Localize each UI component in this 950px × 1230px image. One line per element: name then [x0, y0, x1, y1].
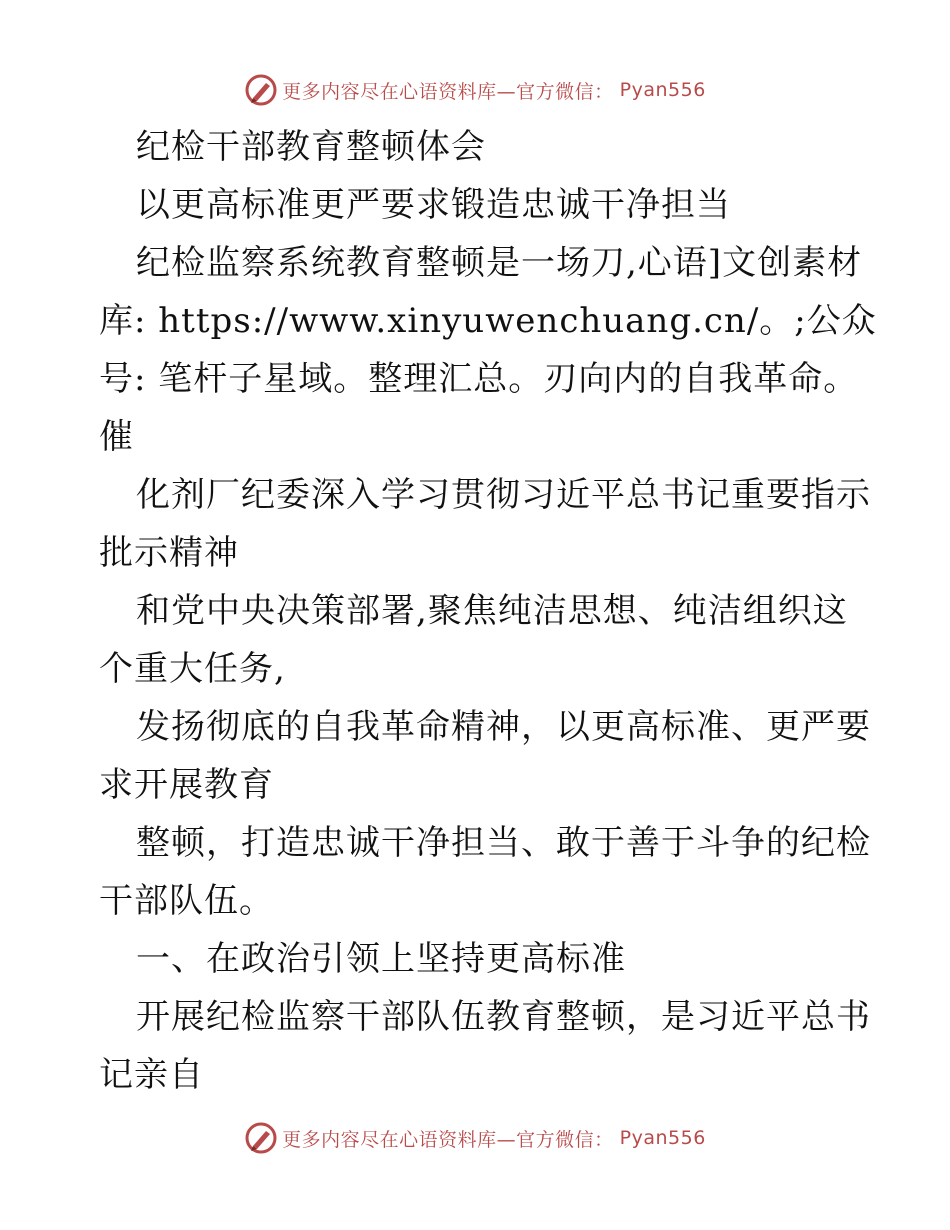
paragraph-line: 开展纪检监察干部队伍教育整顿，是习近平总书: [136, 997, 871, 1037]
doc-title: 纪检干部教育整顿体会: [136, 127, 486, 167]
paragraph-line: 号: 笔杆子星域。整理汇总。刃向内的自我革命。: [99, 359, 859, 399]
paragraph-line: 库: https://www.xinyuwenchuang.cn/。;公众: [99, 301, 877, 341]
paragraph-line: 纪检监察系统教育整顿是一场刀,心语]文创素材: [136, 243, 863, 283]
paragraph-line: 记亲自: [99, 1055, 204, 1095]
watermark-text: 更多内容尽在心语资料库—官方微信：: [282, 80, 614, 103]
section-heading: 一、在政治引领上坚持更高标准: [136, 939, 626, 979]
document-body: [99, 118, 877, 1104]
watermark-footer: [0, 1118, 950, 1158]
paragraph-line: 整顿，打造忠诚干净担当、敢于善于斗争的纪检: [136, 823, 871, 863]
paragraph-line: 化剂厂纪委深入学习贯彻习近平总书记重要指示: [136, 475, 871, 515]
pen-logo-icon: [244, 1121, 278, 1155]
paragraph-line: 批示精神: [99, 533, 239, 573]
paragraph-line: 发扬彻底的自我革命精神，以更高标准、更严要: [136, 707, 871, 747]
pen-logo-icon: [244, 73, 278, 107]
paragraph-line: 个重大任务,: [99, 649, 286, 689]
paragraph-line: 和党中央决策部署,聚焦纯洁思想、纯洁组织这: [136, 591, 848, 631]
paragraph-line: 求开展教育: [99, 765, 274, 805]
watermark-text: 更多内容尽在心语资料库—官方微信：: [282, 1128, 614, 1151]
watermark-header: [0, 70, 950, 110]
doc-subtitle: 以更高标准更严要求锻造忠诚干净担当: [136, 185, 731, 225]
paragraph-line: 干部队伍。: [99, 881, 274, 921]
watermark-id: Pyan556: [619, 1127, 706, 1149]
paragraph-line: 催: [99, 417, 134, 457]
watermark-id: Pyan556: [619, 79, 706, 101]
